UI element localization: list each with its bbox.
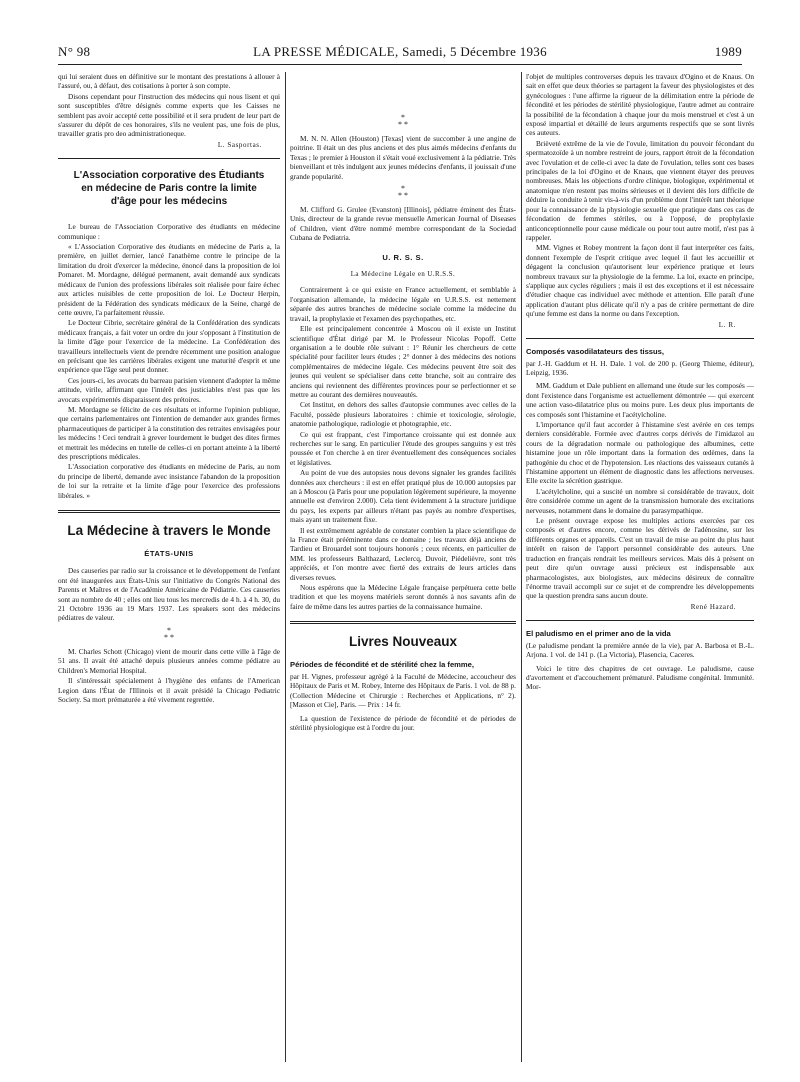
paragraph: La question de l'existence de période de fécondité et de périodes de stérilité physiologique est à l'ordre du jour.: [290, 713, 516, 732]
asterism: * * *: [164, 625, 174, 642]
page-number: 1989: [714, 44, 742, 59]
journal-title: LA PRESSE MÉDICALE, Samedi, 5 Décembre 1936: [253, 44, 547, 59]
page-header: [58, 44, 742, 64]
paragraph: M. Charles Schott (Chicago) vient de mourir dans cette ville à l'âge de 51 ans. Il avait été attaché depuis plusieurs années comme pédiatre au Children's Memorial Hospital.: [58, 646, 280, 675]
paragraph: M. Mordagne se félicite de ces résultats et informe l'opinion publique, que certains parlementaires ont l'intention de demander aux grandes firmes pharmaceutiques de participer à la constitution des retraites envisagées pour les médecins ! Ceci tendrait à grever lourdement le budget des dites firmes et mettrait les médecins en tutelle de celles-ci en portant atteinte à la liberté des prescriptions médicales.: [58, 404, 280, 461]
section-rule: [526, 338, 754, 339]
paragraph: Au point de vue des autopsies nous devons signaler les grandes facilités données aux chercheurs : il est en effet pratiqué plus de 10.000 autopsies par an à Moscou (à Paris pour une population légèrement supérieure, la moyenne annuelle est d'environ 2.000). Cela tient évidemment à la structure juridique du pays, les experts par ailleurs n'étant pas payés au nombre d'expertises, mais ayant un traitement fixe.: [290, 468, 516, 525]
article-subtitle: La Médecine Légale en U.R.S.S.: [350, 271, 456, 279]
intro-article: [58, 72, 280, 150]
issue-number: N° 98: [58, 44, 91, 59]
column-2: [290, 72, 516, 1072]
paragraph: « L'Association Corporative des étudiants en médecine de Paris a, la première, en juillet dernier, lancé l'anathème contre le principe de la limitation du droit d'exercer la médecine, énoncé dans la proposition de loi Pomaret. M. Mordagne, délégué permanent, avait demandé aux syndicats médicaux de l'union des professions libérales soit réalisée pour faire échec aux articles nuisibles de cette proposition de loi. Le Docteur Herpin, président de la Fédération des syndicats médicaux de la Seine, chargé de cette œuvre, l'a parfaitement réussie.: [58, 242, 280, 317]
column-divider: [521, 72, 522, 1062]
country-title: U. R. S. S.: [382, 252, 424, 262]
paragraph: Voici le titre des chapitres de cet ouvrage. Le paludisme, cause d'avortement et d'accouchement prématuré. Paludisme congénital. Immunité. Mor-: [526, 663, 754, 692]
section-rule: [290, 621, 516, 624]
paragraph: Le Docteur Cibrie, secrétaire général de la Confédération des syndicats médicaux français, a fait voter un ordre du jour s'opposant à l'institution de la limite d'âge pour l'exercice de la médecine. La Confédération des travailleurs intellectuels vient de prendre récemment une position analogue en précisant que les carrières libérales exigent une maturité d'esprit et une expérience que l'âge seul peut donner.: [58, 318, 280, 375]
asterism: * * *: [398, 184, 408, 201]
paragraph: M. N. N. Allen (Houston) [Texas] vient de succomber à une angine de poitrine. Il était un des plus anciens et des plus aimés médecins d'enfants du Texas ; le premier à Houston il s'était voué exclusivement à la pédiatrie. Très bienveillant et très indulgent aux jeunes médecins d'enfants, il jouissait d'une grande popularité.: [290, 134, 516, 181]
column-1: [58, 72, 280, 1072]
section-title: Livres Nouveaux: [348, 634, 458, 650]
section-rule: [58, 158, 280, 159]
paragraph: Des causeries par radio sur la croissance et le développement de l'enfant ont été inaugurées aux États-Unis sur l'initiative du Congrès National des Parents et Maîtres et de l'Académie Américaine de Pédiatrie. Ces causeries sont au nombre de 40 ; elles ont lieu tous les mercredis de 4 h. à 4 h. 30, du 21 Octobre 1936 au 19 Mars 1937. Les speakers sont des médecins pédiatres de valeur.: [58, 566, 280, 623]
paragraph: Contrairement à ce qui existe en France actuellement, et semblable à l'organisation allemande, la médecine légale en U.R.S.S. est nettement séparée des autres branches de médecine sociale comme la médecine du travail, la prophylaxie et l'examen des psychopathes, etc.: [290, 285, 516, 323]
paragraph: M. Clifford G. Grulee (Evanston) [Illinois], pédiatre éminent des États-Unis, directeur de la grande revue mensuelle American Journal of Diseases of Children, vient d'être nommé membre correspondant de la Sociedad Cubana de Pediatria.: [290, 205, 516, 243]
paragraph: MM. Gaddum et Dale publient en allemand une étude sur les composés — dont l'existence dans l'organisme est actuellement démontrée — qui exercent une action vaso-dilatatrice plus ou moins pure. Les deux plus importants de ces composés sont l'histamine et l'acétylcholine.: [526, 381, 754, 419]
paragraph: Nous espérons que la Médecine Légale française perpétuera cette belle tradition et que les moyens matériels seront donnés à nos savants afin de faire de même dans les autres parties de la connaissance humaine.: [290, 583, 516, 611]
paragraph: Ce qui est frappant, c'est l'importance croissante qui est donnée aux recherches sur le sang. En particulier l'étude des groupes sanguins y est très poussée et l'on cherche à en tirer éventuellement des conséquences sociales et législatives.: [290, 429, 516, 467]
section-rule: [526, 620, 754, 621]
section-title: La Médecine à travers le Monde: [67, 523, 271, 539]
book-title: Périodes de fécondité et de stérilité chez la femme,: [290, 660, 475, 670]
author-signature: René Hazard.: [690, 602, 736, 611]
paragraph: l'objet de multiples controverses depuis les travaux d'Ogino et de Knaus. On sait en effet que deux théories se partagent la faveur des physiologistes et des gynécologues : l'une affirme la rigueur de la délimitation entre la période de fécondité et les périodes de stérilité physiologique, l'autre admet au contraire la possibilité de la fécondation à chaque jour du mois menstruel et c'est à un exposé impartial et détaillé de leurs arguments respectifs que se sont livrés ces auteurs.: [526, 72, 754, 138]
paragraph: Il s'intéressait spécialement à l'hygiène des enfants de l'American Legion dans l'État de l'Illinois et il avait présidé la Chicago Pediatric Society. Sa mort prématurée a été vivement regrettée.: [58, 676, 280, 704]
paragraph: MM. Vignes et Robey montrent la façon dont il faut interpréter ces faits, donnent l'exemple de l'esprit critique avec lequel il faut les accueillir et dégagent la conclusion qu'autorisent leur expérience pratique et leurs nombreux travaux sur la physiologie de la femme. La loi, exacte en principe, s'applique aux cycles réguliers ; mais il est des exceptions et il est nécessaire d'étudier chaque cas individuel avec méthode et attention. Elle paraît d'une application d'autant plus délicate qu'il n'y a pas de critère permettant de dire qu'une femme est dans la norme ou dans l'exception.: [526, 243, 754, 319]
article-title: L'Association corporative des Étudiants en médecine de Paris contre la limite d'âge pour les médecins: [73, 170, 265, 208]
paragraph: L'acétylcholine, qui a suscité un nombre si considérable de travaux, doit être considérée comme un agent de la transmission humorale des excitations nerveuses, notamment dans le domaine du parasympathique.: [526, 486, 754, 515]
assoc-article: [58, 222, 280, 500]
header-rule: [58, 64, 742, 65]
paragraph: Elle est principalement concentrée à Moscou où il existe un Institut scientifique d'État dirigé par M. le Professeur Nicolas Popoff. Cette organisation a le double rôle suivant : 1° Réunir les chercheurs de cette spécialité pour faciliter leurs études ; 2° donner à des médecins des notions complémentaires de médecine légale. Ces médecins peuvent être soit des jeunes qui veulent se spécialiser dans cette branche, soit au contraire des anciens qui reviennent des différentes provinces pour se perfectionner et se mettre au courant des dernières nouveautés.: [290, 324, 516, 399]
book-meta: par J.-H. Gaddum et H. H. Dale. 1 vol. de 200 p. (Georg Thieme, éditeur), Leipzig, 1936.: [526, 358, 754, 377]
author-signature: L. Sasportas.: [217, 140, 262, 149]
paragraph: L'Association corporative des étudiants en médecine de Paris, au nom du principe de liberté, demande avec insistance l'abandon de la proposition de loi sur la retraite et la limite d'âge pour l'exercice des professions libérales. »: [58, 462, 280, 500]
paragraph: L'importance qu'il faut accorder à l'histamine s'est avérée en ces temps derniers considérable. Formée avec d'autres corps dérivés de l'imidazol au cours de la dégradation normale ou pathologique des albumines, cette histamine joue un rôle important dans la formation des œdèmes, dans la pathogénie du choc et de l'hypotension. Les réactions des vaisseaux cutanés à l'histamine apportent un élément de diagnostic dans les affections nerveuses. Elle excite la sécrétion gastrique.: [526, 420, 754, 486]
paragraph: Le bureau de l'Association Corporative des étudiants en médecine communique :: [58, 222, 280, 241]
section-rule: [58, 510, 280, 513]
paragraph: Ces jours-ci, les avocats du barreau parisien viennent d'adopter la même attitude, virile, affirmant que l'intérêt des justiciables n'est pas que les avocats expérimentés disparaissent des prétoires.: [58, 375, 280, 404]
book-title: El paludismo en el primer ano de la vida: [526, 629, 671, 639]
paragraph: qui lui seraient dues en définitive sur le montant des prestations à allouer à l'assuré, ou, à défaut, des cotisations à porter à son compte.: [58, 72, 280, 91]
paragraph: Cet Institut, en dehors des salles d'autopsie communes avec celles de la Faculté, possède plusieurs laboratoires : chimie et toxicologie, sérologie, anatomie pathologique, radiologie et photographie, etc.: [290, 400, 516, 429]
column-divider: [285, 72, 286, 1062]
column-3: [526, 72, 754, 1072]
book-meta: (Le paludisme pendant la première année de la vie), par A. Barbosa et B.-L. Arjona. 1 vol. de 141 p. (La Victoria), Plasencia, Caceres.: [526, 640, 754, 660]
book-meta: par H. Vignes, professeur agrégé à la Faculté de Médecine, accoucheur des Hôpitaux de Paris et M. Robey, Interne des Hôpitaux de Paris. 1 vol. de 88 p. (Collection Médecine et Chirurgie : Recherches et Applications, n° 2). [Masson et Cie], Paris. — Prix : 14 fr.: [290, 671, 516, 710]
asterism: * * *: [398, 113, 408, 129]
paragraph: Brièveté extrême de la vie de l'ovule, limitation du pouvoir fécondant du spermatozoïde à un nombre restreint de jours, rapport étroit de la fécondation avec l'ovulation et de celle-ci avec la date de l'ovulation, telles sont ces bases principales de la loi d'Ogino et de Knaus, que viennent étayer des preuves nombreuses. Mais les objections d'ordre clinique, biologique, expérimental et anatomique n'en restent pas moins sérieuses et il devient dès lors difficile de déduire la conduite à tenir vis-à-vis d'un problème dont l'intérêt tant théorique pour la connaissance de la physiologie sexuelle que pratique dans ces cas de fécondation de femmes stériles, ou à l'opposé, de prophylaxie anticonceptionnelle pour cause médicale ou pour tout autre motif, n'est pas à rappeler.: [526, 138, 754, 242]
country-title: ÉTATS-UNIS: [144, 549, 194, 559]
paragraph: Il est extrêmement agréable de constater combien la place scientifique de la France était prééminente dans ce domaine ; les travaux déjà anciens de Tardieu et Brouardel sont toujours honorés ; ceux récents, en particulier de MM. les professeurs Balthazard, Leclercq, Duvoir, Piédelièvre, sont très appréciés, et l'on montre avec fierté des extraits de leurs articles dans diverses revues.: [290, 525, 516, 582]
book-title: Composés vasodilatateurs des tissus,: [526, 346, 665, 356]
author-signature: L. R.: [718, 320, 736, 329]
paragraph: Le présent ouvrage expose les multiples actions exercées par ces composés et d'autres encore, comme les dérivés de l'adénosine, sur les différents organes et appareils. C'est un travail de mise au point du plus haut intérêt en raison de l'apport personnel considérable des auteurs. Une traduction en français rendrait les meilleurs services. Mais dès à présent on peut dire qu'un ouvrage aussi précieux est indispensable aux pharmacologistes, aux biologistes, aux médecins désireux de connaître l'énorme travail accompli sur ce sujet et de comprendre les développements que la question prendra sans aucun doute.: [526, 516, 754, 601]
paragraph: Disons cependant pour l'instruction des médecins qui nous lisent et qui sont susceptibles d'être désignés comme experts que les Caisses ne semblent pas avoir accepté cette possibilité et il sera prudent de leur part de s'assurer du dépôt de ces honoraires, s'ils ne veulent pas, une fois de plus, travailler gratis pro deo administrationeque.: [58, 91, 280, 139]
